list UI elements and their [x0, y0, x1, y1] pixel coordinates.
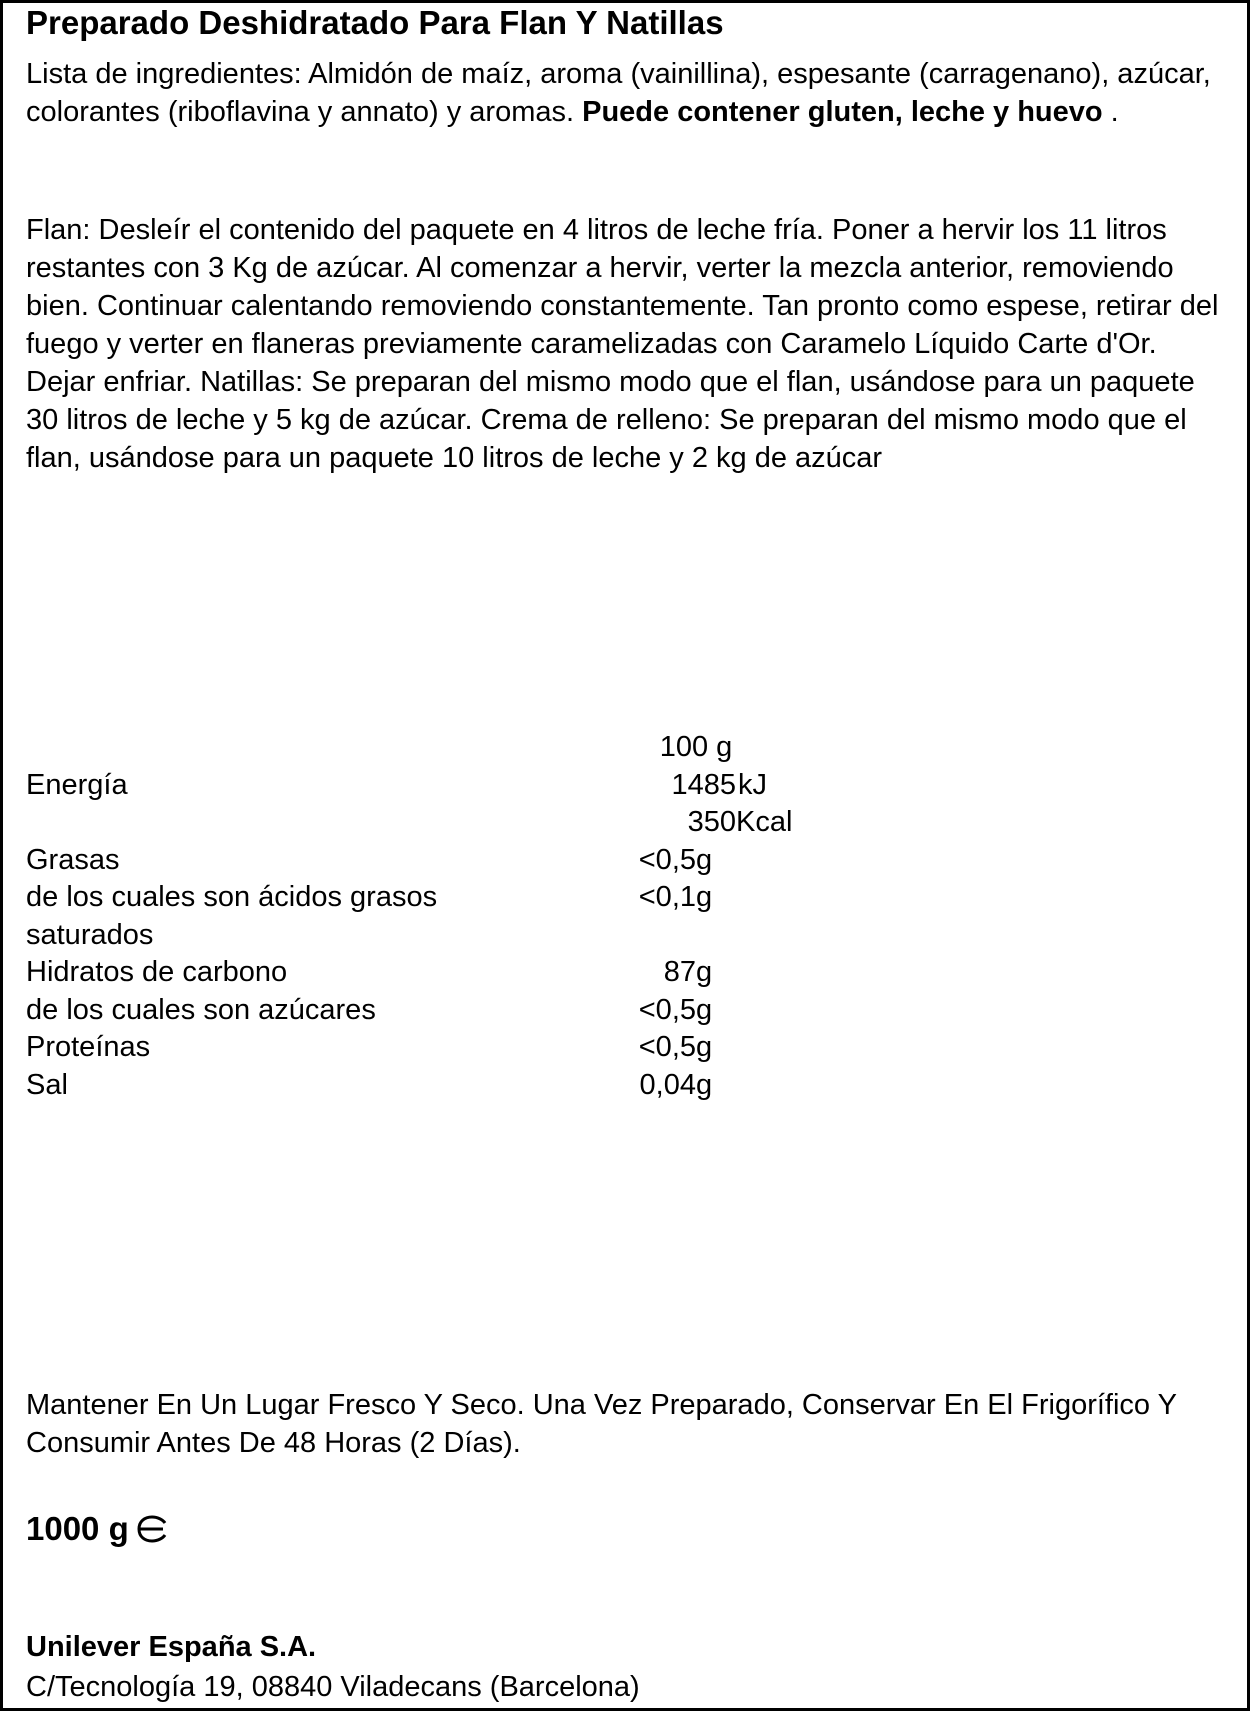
nutrient-value: <0,5: [638, 843, 696, 876]
nutrient-value: <0,1: [638, 881, 696, 913]
nutrition-row: [26, 879, 926, 917]
energy-kcal-row: [26, 804, 926, 842]
nutrition-row: [26, 954, 926, 992]
net-weight: [26, 1506, 167, 1552]
allergen-warning: Puede contener gluten, leche y huevo: [582, 96, 1103, 128]
nutrient-value: <0,5: [638, 993, 696, 1026]
nutrient-label: de los cuales son ácidos grasos: [26, 881, 438, 913]
nutrient-unit: g: [696, 1068, 713, 1101]
nutrient-label: Hidratos de carbono: [26, 956, 288, 988]
nutrition-row: [26, 1029, 926, 1067]
nutrient-label: saturados: [26, 918, 154, 951]
nutrition-header-row: [26, 729, 926, 767]
net-weight-value: 1000 g: [26, 1510, 129, 1547]
estimated-sign-icon: [133, 1514, 167, 1544]
nutrient-unit: g: [696, 1031, 713, 1063]
nutrient-value: 0,04: [639, 1068, 696, 1101]
energy-kcal-unit: Kcal: [736, 806, 793, 838]
nutrient-unit: g: [696, 993, 713, 1026]
storage-instructions: Mantener En Un Lugar Fresco Y Seco. Una Vez Preparado, Conservar En El Frigorífico Y Consumir Antes De 48 Horas (2 Días).: [26, 1389, 1177, 1459]
nutrient-unit: g: [696, 843, 713, 876]
nutrition-table: [26, 729, 926, 1104]
nutrient-unit: g: [696, 956, 713, 988]
company-address: C/Tecnología 19, 08840 Viladecans (Barcelona): [26, 1671, 640, 1703]
nutrient-value: <0,5: [638, 1031, 696, 1063]
nutrition-row: [26, 917, 926, 955]
ingredients-end: .: [1102, 96, 1119, 128]
energy-kj-value: 1485: [671, 768, 736, 801]
nutrient-value: 87: [663, 956, 696, 988]
nutrient-label: Sal: [26, 1068, 68, 1101]
nutrition-row: [26, 842, 926, 880]
ingredients-text: Lista de ingredientes: Almidón de maíz, aroma (vainillina), espesante (carragenano), azúcar, colorantes (riboflavina y annato) y aromas.: [26, 58, 1211, 128]
nutrition-row: [26, 1067, 926, 1105]
energy-kj-row: [26, 767, 926, 805]
nutrition-header: 100 g: [659, 731, 733, 763]
energy-kj-unit: kJ: [738, 768, 767, 801]
nutrient-unit: g: [696, 881, 713, 913]
nutrition-row: [26, 992, 926, 1030]
ingredients-list: [26, 55, 1230, 131]
nutrient-label: Proteínas: [26, 1031, 151, 1063]
nutrient-label: Grasas: [26, 843, 120, 876]
product-title: Preparado Deshidratado Para Flan Y Natillas: [26, 4, 724, 41]
preparation-instructions: Flan: Desleír el contenido del paquete en 4 litros de leche fría. Poner a hervir los 11 litros restantes con 3 Kg de azúcar. Al comenzar a hervir, verter la mezcla anterior, removiendo bien. Continuar calentando removiendo constantemente. Tan pronto como espese, retirar del fuego y verter en flaneras previamente caramelizadas con Caramelo Líquido Carte d'Or. Dejar enfriar. Natillas: Se preparan del mismo modo que el flan, usándose para un paquete 30 litros de leche y 5 kg de azúcar. Crema de relleno: Se preparan del mismo modo que el flan, usándose para un paquete 10 litros de leche y 2 kg de azúcar: [26, 214, 1219, 474]
nutrient-label: de los cuales son azúcares: [26, 993, 376, 1026]
company-name: Unilever España S.A.: [26, 1631, 317, 1663]
energy-kcal-value: 350: [687, 806, 736, 838]
energy-label: Energía: [26, 768, 128, 801]
